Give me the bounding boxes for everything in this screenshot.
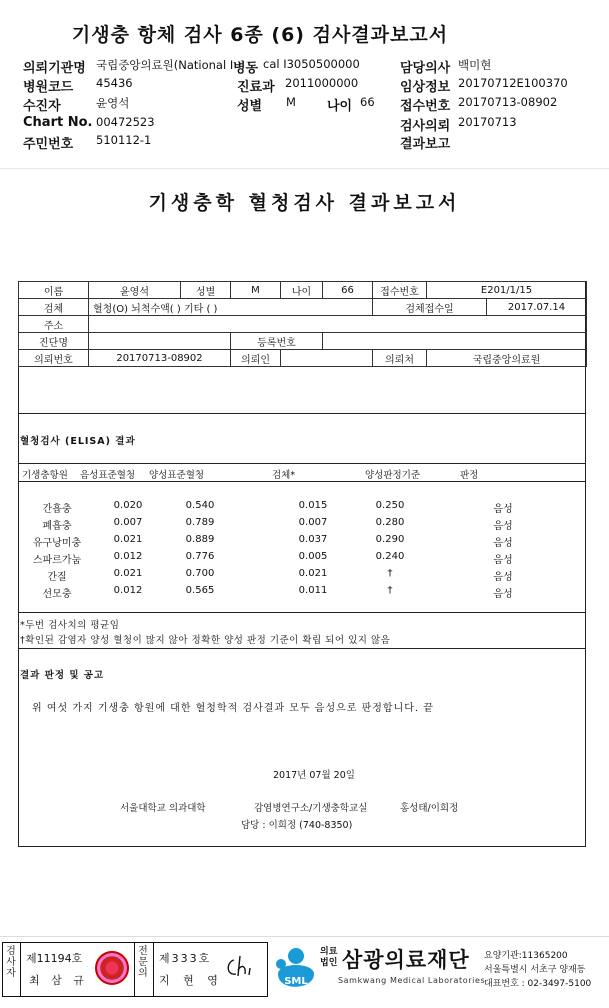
register-value [323, 333, 587, 350]
judgement-value: 음성 [493, 504, 513, 515]
specialist-label: 전문의 [138, 946, 148, 979]
col-header-sample: 검체* [272, 470, 296, 481]
info-row-name [19, 282, 587, 299]
sex-label: 성별 [237, 99, 263, 114]
care-code: 요양기관:11365200 [484, 951, 568, 961]
specimen-date-label: 검체접수일 [373, 299, 487, 316]
register-label: 등록번호 [231, 333, 323, 350]
info-row-address [19, 316, 587, 333]
header-row-id [0, 133, 609, 153]
conclusion-text: 위 여섯 가지 기생충 항원에 대한 혈청학적 검사결과 모두 음성으로 판정합니다. 끝 [32, 703, 434, 714]
test-request-value: 20170713 [458, 115, 517, 129]
signature-scribble [224, 952, 258, 982]
org-english-name: Samkwang Medical Laboratories [338, 976, 486, 985]
header-row-chart [0, 115, 609, 135]
ward-value: cal I3050500000 [263, 57, 360, 71]
divider [20, 943, 21, 996]
ward-label: 병동 [233, 61, 259, 76]
positive-standard-value: 0.889 [185, 534, 215, 545]
info-row-diagnosis [19, 333, 587, 350]
request-no-label: 의뢰번호 [19, 350, 89, 367]
cutoff-value: † [387, 568, 393, 579]
examiner-number: 제11194호 [26, 952, 83, 965]
seal-stamp [95, 951, 129, 985]
antigen-name: 선모충 [42, 589, 72, 600]
specialist-number: 제333호 [159, 952, 212, 965]
divider [18, 413, 586, 414]
sex-value: M [231, 282, 281, 299]
doctor-value: 백미현 [458, 58, 492, 72]
header-row-examinee [0, 95, 609, 115]
examinee-value: 윤영석 [96, 96, 130, 110]
examiner-name: 최 삼 규 [29, 974, 88, 987]
result-row [18, 500, 586, 516]
institution: 서울대학교 의과대학 [120, 803, 206, 814]
request-no-value: 20170713-08902 [89, 350, 231, 367]
receipt-value: 20170713-08902 [458, 95, 558, 109]
age-label: 나이 [281, 282, 323, 299]
result-row [18, 534, 586, 550]
age-label: 나이 [327, 99, 353, 114]
name-label: 이름 [19, 282, 89, 299]
age-value: 66 [360, 95, 375, 109]
antigen-name: 스파르가눔 [32, 555, 82, 566]
sheet-title: 기생충학 혈청검사 결과보고서 [148, 192, 461, 214]
org-address: 서울특별시 서초구 양재동 [484, 965, 586, 975]
sample-value: 0.005 [298, 551, 328, 562]
address-value [89, 316, 587, 333]
logo-text: SML [284, 976, 308, 987]
org-prefix: 의료법인 [320, 947, 338, 968]
chart-value: 00472523 [96, 115, 155, 129]
antigen-name: 유구낭미충 [32, 538, 82, 549]
divider [153, 943, 154, 996]
elisa-section-title: 혈청검사 (ELISA) 결과 [20, 436, 136, 447]
info-row-request [19, 350, 587, 367]
negative-standard-value: 0.021 [113, 534, 143, 545]
negative-standard-value: 0.012 [113, 585, 143, 596]
hospital-code-label: 병원코드 [23, 80, 74, 95]
sex-label: 성별 [181, 282, 231, 299]
cutoff-value: 0.240 [375, 551, 405, 562]
lab-name: 감염병연구소/기생충학교실 [254, 803, 368, 814]
sample-value: 0.037 [298, 534, 328, 545]
id-value: 510112-1 [96, 133, 152, 147]
antigen-name: 폐흡충 [42, 521, 72, 532]
specimen-label: 검체 [19, 299, 89, 316]
sample-value: 0.007 [298, 517, 328, 528]
judgement-value: 음성 [493, 572, 513, 583]
negative-standard-value: 0.020 [113, 500, 143, 511]
diagnosis-label: 진단명 [19, 333, 89, 350]
note-criteria: †확인된 감염자 양성 혈청이 많지 않아 정확한 양성 판정 기준이 확립 되어 있지 않음 [20, 635, 391, 646]
request-place-value: 국립중앙의료원 [427, 350, 587, 367]
judgement-value: 음성 [493, 538, 513, 549]
org-phone: 대표번호 : 02-3497-5100 [484, 979, 592, 989]
clinical-value: 20170712E100370 [458, 76, 568, 90]
result-row [18, 517, 586, 533]
sample-value: 0.021 [298, 568, 328, 579]
sex-value: M [286, 95, 296, 109]
specimen-value: 혈청(O) 뇌척수액( ) 기타 ( ) [89, 299, 373, 316]
contact-person: 담당 : 이희정 (740-8350) [241, 820, 353, 831]
judgement-value: 음성 [493, 589, 513, 600]
header-row-requester [0, 57, 609, 77]
requester-label: 의뢰기관명 [23, 61, 86, 76]
negative-standard-value: 0.021 [113, 568, 143, 579]
judgement-value: 음성 [493, 555, 513, 566]
id-label: 주민번호 [23, 137, 74, 152]
examinee-label: 수진자 [23, 99, 61, 114]
cutoff-value: † [387, 585, 393, 596]
requester-label: 의뢰인 [231, 350, 281, 367]
receipt-label: 접수번호 [373, 282, 427, 299]
divider [18, 463, 586, 464]
negative-standard-value: 0.012 [113, 551, 143, 562]
chart-label: Chart No. [23, 115, 93, 130]
positive-standard-value: 0.565 [185, 585, 215, 596]
result-row [18, 568, 586, 584]
specialist-name: 지 현 영 [159, 974, 223, 987]
request-place-label: 의뢰처 [373, 350, 427, 367]
antigen-name: 간흡충 [42, 504, 72, 515]
col-header-cutoff: 양성판정기준 [365, 470, 421, 481]
divider [18, 612, 586, 613]
divider [18, 481, 586, 482]
result-row [18, 585, 586, 601]
info-row-specimen [19, 299, 587, 316]
header-row-hospital [0, 76, 609, 96]
examiner-label: 검사자 [6, 946, 16, 979]
col-header-judgement: 판정 [460, 470, 479, 481]
col-header-positive-standard: 양성표준혈청 [149, 470, 205, 481]
note-average: *두번 검사치의 평균임 [20, 620, 120, 631]
positive-standard-value: 0.700 [185, 568, 215, 579]
hospital-code-value: 45436 [96, 76, 133, 90]
sample-value: 0.011 [298, 585, 328, 596]
positive-standard-value: 0.789 [185, 517, 215, 528]
clinical-label: 임상정보 [400, 80, 451, 95]
conclusion-title: 결과 판정 및 공고 [20, 670, 105, 681]
divider [134, 943, 135, 996]
name-value: 윤영석 [89, 282, 181, 299]
report-date: 2017년 07월 20일 [273, 770, 355, 781]
cutoff-value: 0.290 [375, 534, 405, 545]
patient-info-table [18, 281, 587, 367]
sml-logo [272, 944, 320, 996]
result-report-label: 결과보고 [400, 137, 451, 152]
researchers: 홍성태/이희정 [400, 803, 459, 814]
col-header-negative-standard: 음성표준혈청 [80, 470, 136, 481]
requester-value [281, 350, 373, 367]
judgement-value: 음성 [493, 521, 513, 532]
address-label: 주소 [19, 316, 89, 333]
result-row [18, 551, 586, 567]
age-value: 66 [323, 282, 373, 299]
org-name: 삼광의료재단 [342, 948, 470, 972]
diagnosis-value [89, 333, 231, 350]
sample-value: 0.015 [298, 500, 328, 511]
test-request-label: 검사의뢰 [400, 119, 451, 134]
receipt-label: 접수번호 [400, 99, 451, 114]
report-title: 기생충 항체 검사 6종 (6) 검사결과보고서 [71, 24, 449, 46]
specimen-date-value: 2017.07.14 [487, 299, 587, 316]
cutoff-value: 0.250 [375, 500, 405, 511]
positive-standard-value: 0.776 [185, 551, 215, 562]
antigen-name: 간질 [47, 572, 67, 583]
requester-value: 국립중앙의료원(National I [96, 58, 234, 72]
cutoff-value: 0.280 [375, 517, 405, 528]
doctor-label: 담당의사 [400, 61, 451, 76]
negative-standard-value: 0.007 [113, 517, 143, 528]
col-header-antigen: 기생충항원 [22, 470, 68, 481]
dept-value: 2011000000 [285, 76, 359, 90]
receipt-value: E201/1/15 [427, 282, 587, 299]
dept-label: 진료과 [237, 80, 275, 95]
divider [18, 648, 586, 649]
positive-standard-value: 0.540 [185, 500, 215, 511]
